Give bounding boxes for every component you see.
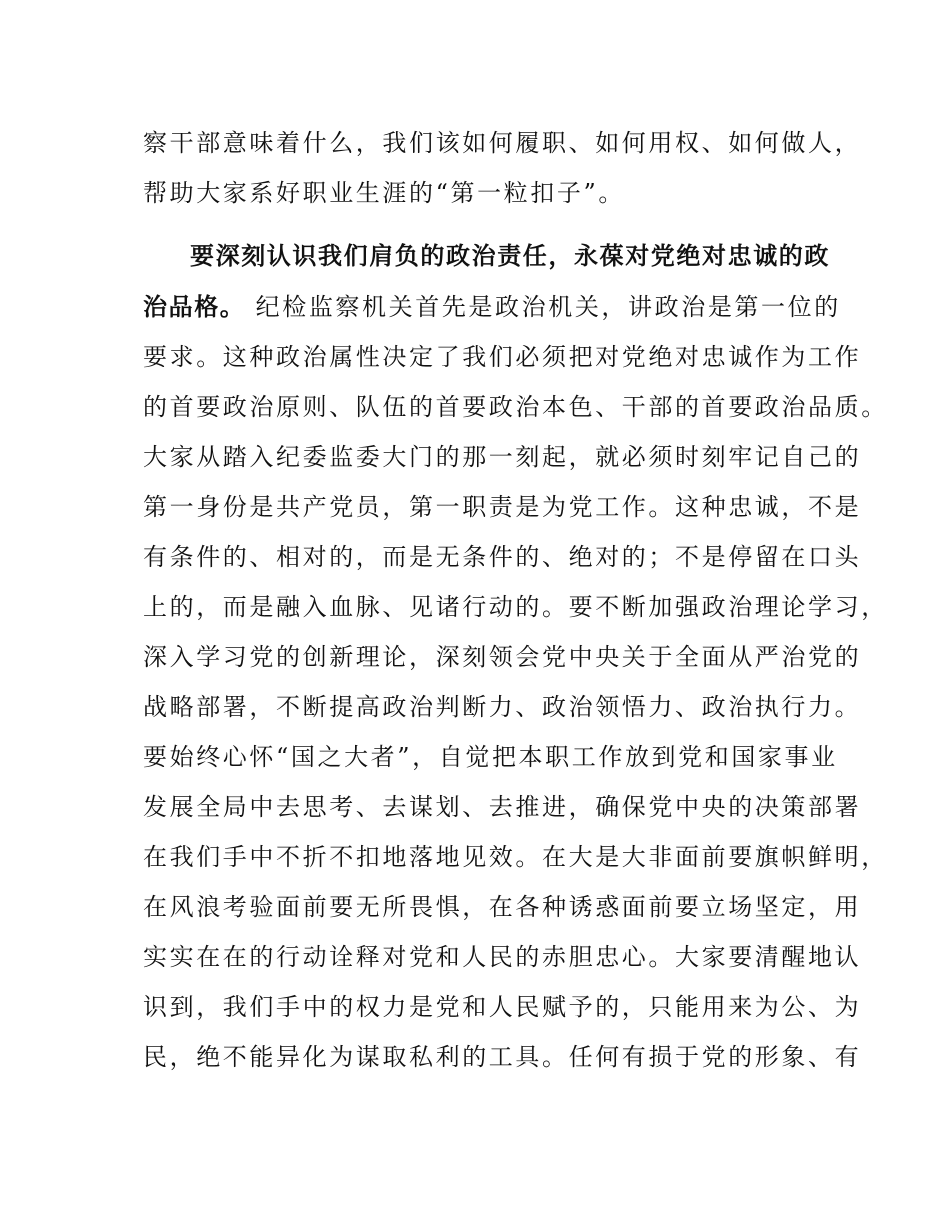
text-line: 识到，我们手中的权力是党和人民赋予的，只能用来为公、为 [143, 993, 862, 1021]
text-line: 发展全局中去思考、去谋划、去推进，确保党中央的决策部署 [143, 793, 862, 821]
section-heading-line: 要深刻认识我们肩负的政治责任，永葆对党绝对忠诚的政 [190, 242, 830, 270]
text-line: 上的，而是融入血脉、见诸行动的。要不断加强政治理论学习， [143, 593, 888, 621]
text-line: 大家从踏入纪委监委大门的那一刻起，就必须时刻牢记自己的 [143, 443, 862, 471]
section-heading-end: 治品格。 [143, 293, 246, 321]
text-line: 民，绝不能异化为谋取私利的工具。任何有损于党的形象、有 [143, 1043, 862, 1071]
text-line: 在我们手中不折不扣地落地见效。在大是大非面前要旗帜鲜明， [143, 843, 888, 871]
text-line: 有条件的、相对的，而是无条件的、绝对的；不是停留在口头 [143, 543, 862, 571]
text-line [143, 282, 841, 332]
text-line: 在风浪考验面前要无所畏惧，在各种诱惑面前要立场坚定，用 [143, 893, 862, 921]
text-line: 深入学习党的创新理论，深刻领会党中央关于全面从严治党的 [143, 643, 862, 671]
text-line: 第一身份是共产党员，第一职责是为党工作。这种忠诚，不是 [143, 493, 862, 521]
text-fragment: 纪检监察机关首先是政治机关，讲政治是第一位的 [245, 293, 841, 321]
text-line: 的首要政治原则、队伍的首要政治本色、干部的首要政治品质。 [143, 393, 888, 421]
text-line: 要求。这种政治属性决定了我们必须把对党绝对忠诚作为工作 [143, 343, 862, 371]
text-line: 战略部署，不断提高政治判断力、政治领悟力、政治执行力。 [143, 693, 862, 721]
text-line: 实实在在的行动诠释对党和人民的赤胆忠心。大家要清醒地认 [143, 943, 862, 971]
text-line: 察干部意味着什么，我们该如何履职、如何用权、如何做人， [143, 129, 862, 157]
text-line: 要始终心怀“国之大者”，自觉把本职工作放到党和国家事业 [143, 743, 838, 771]
text-line: 帮助大家系好职业生涯的“第一粒扣子”。 [143, 179, 625, 207]
